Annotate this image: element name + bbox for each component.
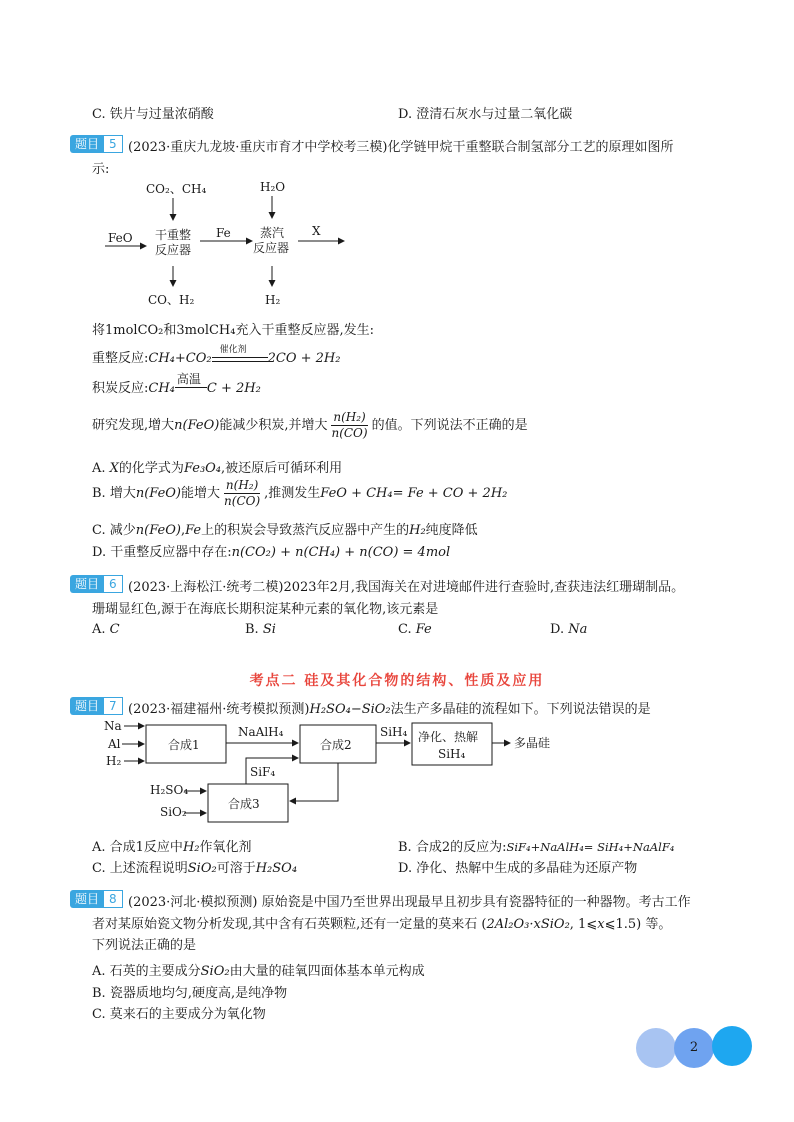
opt-label: A. 石英的主要成分 (92, 964, 201, 979)
badge-number: 7 (104, 697, 123, 715)
q5-option-d (92, 541, 450, 560)
opt-d-equation: n(CO₂) + n(CH₄) + n(CO) = 4mol (231, 545, 451, 560)
study-nfeo: n(FeO) (174, 418, 220, 433)
page-number-badge (636, 1026, 754, 1068)
opt-label: C. 上述流程说明 (92, 861, 188, 876)
opt-value: Si (262, 622, 276, 637)
opt-b-equation: FeO + CH₄= Fe + CO + 2H₂ (320, 486, 508, 501)
study-part-a: 研究发现,增大 (92, 418, 175, 433)
study-statement (92, 410, 528, 441)
equilibrium-arrow-back (212, 361, 268, 362)
study-part-b: 能减少积炭,并增大 (219, 418, 328, 433)
synthesis-2-label: 合成2 (320, 738, 352, 752)
page-number: 2 (689, 1040, 699, 1055)
opt-c-h2: H₂ (409, 523, 426, 538)
q5-option-c (92, 519, 478, 538)
badge-number: 5 (104, 135, 123, 153)
synthesis-1-label: 合成1 (168, 738, 200, 752)
opt-a-formula: Fe₃O₄ (183, 461, 222, 476)
decor-circle-dark (712, 1026, 752, 1066)
reactor-dry-line2: 反应器 (155, 243, 192, 257)
label-naalh4: NaAlH₄ (238, 725, 284, 739)
opt-c-rest: 纯度降低 (425, 523, 478, 538)
study-part-c: 的值。下列说法不正确的是 (371, 418, 528, 433)
opt-value: Fe (415, 622, 432, 637)
question-text-line3: 下列说法正确的是 (92, 938, 197, 953)
q6-option-d (550, 622, 587, 637)
input-al: Al (108, 737, 121, 751)
opt-sio2: SiO₂ (187, 861, 217, 876)
q7-option-b (398, 836, 674, 855)
q7-option-d: D. 净化、热解中生成的多晶硅为还原产物 (398, 861, 638, 876)
section-title: 考点二 硅及其化合物的结构、性质及应用 (249, 673, 545, 689)
input-co2-ch4: CO₂、CH₄ (146, 182, 207, 196)
question-badge-5 (70, 135, 123, 153)
badge-number: 6 (104, 575, 123, 593)
input-h2: H₂ (106, 754, 122, 768)
output-h2: H₂ (265, 293, 281, 307)
heat-arrow-line (175, 387, 207, 388)
purify-label-line1: 净化、热解 (418, 730, 479, 744)
question-badge-6 (70, 575, 123, 593)
reforming-reaction (92, 344, 341, 366)
question-text: (2023·河北·模拟预测) 原始瓷是中国乃至世界出现最早且初步具有瓷器特征的一种器物。考古工作 (128, 895, 691, 910)
opt-a-rest: ,被还原后可循环利用 (221, 461, 343, 476)
coking-reaction (92, 371, 261, 396)
ratio-fraction (329, 410, 369, 441)
q8-option-a (92, 960, 425, 979)
opt-value: Na (568, 622, 588, 637)
opt-label: B. 合成2的反应为: (398, 840, 507, 855)
product-polysilicon: 多晶硅 (514, 736, 551, 750)
catalyst-label: 催化剂 (219, 344, 247, 355)
output-co-h2: CO、H₂ (148, 293, 195, 307)
badge-label: 题目 (70, 697, 104, 715)
fraction-denominator: n(CO) (331, 426, 368, 440)
question-text: (2023·重庆九龙坡·重庆市育才中学校考三模)化学链甲烷干重整联合制氢部分工艺的原理如图所 (128, 140, 674, 155)
q8-x: x (597, 917, 605, 932)
opt-b-label: B. 增大 (92, 486, 136, 501)
opt-label: B. (245, 622, 263, 637)
question-text: (2023·上海松江·统考二模)2023年2月,我国海关在对进境邮件进行查验时,查获违法红珊瑚制品。 (128, 580, 685, 595)
q6-option-b (245, 622, 276, 637)
input-feo: FeO (108, 231, 133, 245)
reactor-steam-line1: 蒸汽 (260, 226, 285, 240)
q5-option-a (92, 457, 342, 476)
option-d-top: D. 澄清石灰水与过量二氧化碳 (398, 107, 573, 122)
label-sif4: SiF₄ (250, 765, 276, 779)
opt-c-comma: , (180, 523, 186, 538)
question-text-line2 (92, 913, 671, 932)
input-sio2: SiO₂ (160, 805, 187, 819)
q8-text-b: , 1⩽ (569, 917, 598, 932)
question-badge-7 (70, 697, 123, 715)
opt-a-x: X (109, 461, 119, 476)
opt-label: D. (550, 622, 569, 637)
synthesis-3-label: 合成3 (228, 797, 260, 811)
opt-label: A. 合成1反应中 (92, 840, 183, 855)
opt-c-text: 上的积炭会导致蒸汽反应器中产生的 (201, 523, 410, 538)
question-badge-8 (70, 890, 123, 908)
question-text-cont: 珊瑚显红色,源于在海底长期积淀某种元素的氧化物,该元素是 (92, 602, 439, 617)
opt-c-fe: Fe (185, 523, 202, 538)
question-text (128, 698, 651, 717)
q8-option-b: B. 瓷器质地均匀,硬度高,是纯净物 (92, 986, 288, 1001)
label-sih4: SiH₄ (380, 725, 408, 739)
opt-a-label: A. (92, 461, 110, 476)
coking-label: 积炭反应: (92, 381, 149, 396)
equilibrium-arrow (212, 357, 268, 358)
input-h2o: H₂O (260, 180, 286, 194)
opt-label: A. (92, 622, 110, 637)
q7-source: (2023·福建福州·统考模拟预测) (128, 702, 310, 717)
process-diagram-q5 (100, 176, 360, 310)
input-h2so4: H₂SO₄ (150, 783, 189, 797)
q7-option-c (92, 857, 297, 876)
badge-label: 题目 (70, 575, 104, 593)
opt-c-nfeo: n(FeO) (135, 523, 181, 538)
q6-option-a (92, 622, 120, 637)
process-diagram-q7 (98, 716, 568, 828)
opt-b-fraction (222, 478, 262, 509)
opt-c-label: C. 减少 (92, 523, 136, 538)
opt-b-text: 能增大 (181, 486, 221, 501)
feed-statement: 将1molCO₂和3molCH₄充入干重整反应器,发生: (92, 323, 374, 338)
opt-h2so4: H₂SO₄ (255, 861, 298, 876)
q8-text-a: 者对某原始瓷文物分析发现,其中含有石英颗粒,还有一定量的莫来石 ( (92, 917, 487, 932)
reforming-products: 2CO + 2H₂ (267, 351, 341, 366)
opt-label: C. (398, 622, 416, 637)
opt-rest: 由大量的硅氧四面体基本单元构成 (229, 964, 425, 979)
badge-number: 8 (104, 890, 123, 908)
coking-products: C + 2H₂ (206, 381, 261, 396)
opt-value: C (109, 622, 120, 637)
reactor-dry-line1: 干重整 (155, 228, 192, 242)
purify-label-line2: SiH₄ (438, 747, 466, 761)
heat-label: 高温 (176, 371, 201, 386)
opt-a-text: 的化学式为 (118, 461, 184, 476)
fraction-numerator: n(H₂) (225, 478, 259, 492)
badge-label: 题目 (70, 135, 104, 153)
opt-rest: 作氧化剂 (199, 840, 252, 855)
heat-arrow (175, 371, 207, 396)
coking-reactant: CH₄ (148, 381, 175, 396)
q7-option-a (92, 836, 252, 855)
q8-text-c: ⩽1.5) 等。 (604, 917, 672, 932)
fraction-numerator: n(H₂) (333, 410, 366, 424)
q6-option-c (398, 622, 432, 637)
option-c-top: C. 铁片与过量浓硝酸 (92, 107, 214, 122)
q5-option-b (92, 478, 507, 509)
decor-circle-light (636, 1028, 676, 1068)
question-text-cont: 示: (92, 162, 110, 177)
opt-b-text2: ,推测发生 (264, 486, 321, 501)
q8-formula: 2Al₂O₃·xSiO₂ (486, 917, 570, 932)
opt-d-label: D. 干重整反应器中存在: (92, 545, 232, 560)
reactor-steam-line2: 反应器 (253, 241, 290, 255)
input-na: Na (104, 719, 122, 733)
catalyst-arrow (212, 344, 268, 366)
label-fe: Fe (216, 226, 231, 240)
opt-h2: H₂ (182, 840, 200, 855)
opt-text: 可溶于 (216, 861, 256, 876)
badge-label: 题目 (70, 890, 104, 908)
opt-b-nfeo: n(FeO) (135, 486, 182, 501)
reforming-label: 重整反应: (92, 351, 149, 366)
label-x: X (312, 224, 321, 238)
q8-option-c: C. 莫来石的主要成分为氧化物 (92, 1007, 266, 1022)
q7-rest: 法生产多晶硅的流程如下。下列说法错误的是 (390, 702, 651, 717)
opt-sio2: SiO₂ (200, 964, 230, 979)
fraction-denominator: n(CO) (224, 494, 261, 508)
q7-formula: H₂SO₄−SiO₂ (309, 702, 391, 717)
opt-equation: SiF₄+NaAlH₄= SiH₄+NaAlF₄ (506, 840, 675, 854)
reforming-reactants: CH₄+CO₂ (148, 351, 212, 366)
